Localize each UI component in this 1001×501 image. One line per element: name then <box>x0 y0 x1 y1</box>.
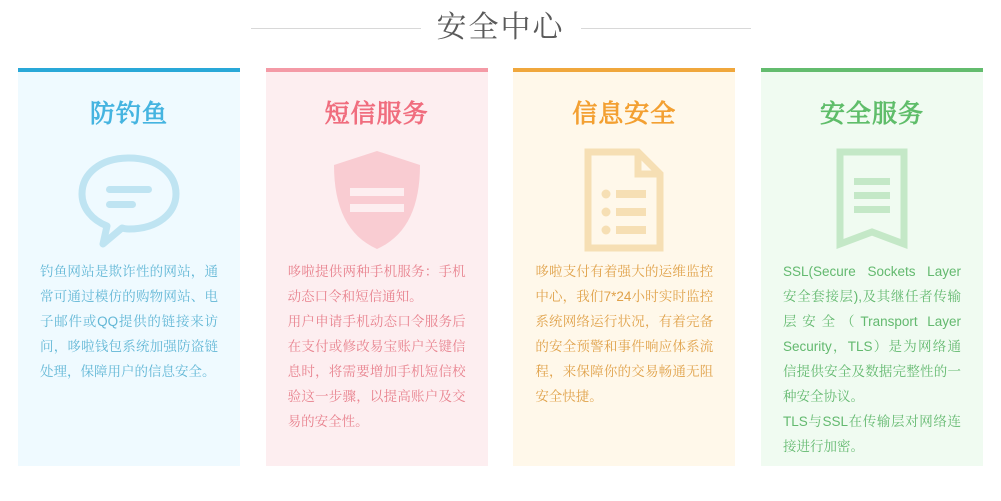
card-paragraph: 哆啦支付有着强大的运维监控中心，我们7*24小时实时监控系统网络运行状况，有着完备的安全预警和事件响应体系流程，来保障你的交易畅通无阻安全快捷。 <box>535 264 714 404</box>
page-title-row <box>0 0 1001 52</box>
card-body <box>513 259 735 409</box>
card-title: 防钓鱼 <box>89 100 168 128</box>
card-body <box>18 259 240 384</box>
card-paragraph: 用户申请手机动态口令服务后在支付或修改易宝账户关键信息时，将需要增加手机短信校验这一步骤，以提高账户及交易的安全性。 <box>287 314 466 429</box>
card-information-security[interactable] <box>513 68 735 466</box>
chat-bubble-icon <box>18 141 240 259</box>
card-anti-phishing[interactable] <box>18 68 240 466</box>
card-paragraph: TLS与SSL在传输层对网络连接进行加密。 <box>782 414 961 454</box>
card-paragraph: 钓鱼网站是欺诈性的网站，通常可通过模仿的购物网站、电子邮件或QQ提供的链接来访问，哆啦钱包系统加强防盗链处理，保障用户的信息安全。 <box>40 264 218 379</box>
page-title: 安全中心 <box>436 11 565 44</box>
card-security-service[interactable] <box>761 68 983 466</box>
card-title: 短信服务 <box>324 100 429 128</box>
card-paragraph: 哆啦提供两种手机服务：手机动态口令和短信通知。 <box>287 264 466 304</box>
card-paragraph: SSL(Secure Sockets Layer 安全套接层),及其继任者传输层安全（Transport Layer Security，TLS）是为网络通信提供安全及数据完整性的一种安全协议。 <box>782 264 961 404</box>
shield-icon <box>266 141 488 259</box>
document-list-icon <box>513 141 735 259</box>
card-title: 信息安全 <box>572 100 677 128</box>
card-body <box>761 259 983 459</box>
title-divider-left <box>251 28 421 29</box>
card-title: 安全服务 <box>819 100 924 128</box>
card-sms-service[interactable] <box>266 68 488 466</box>
certificate-icon <box>761 141 983 259</box>
title-divider-right <box>581 28 751 29</box>
card-body <box>266 259 488 434</box>
security-cards <box>0 52 1001 466</box>
